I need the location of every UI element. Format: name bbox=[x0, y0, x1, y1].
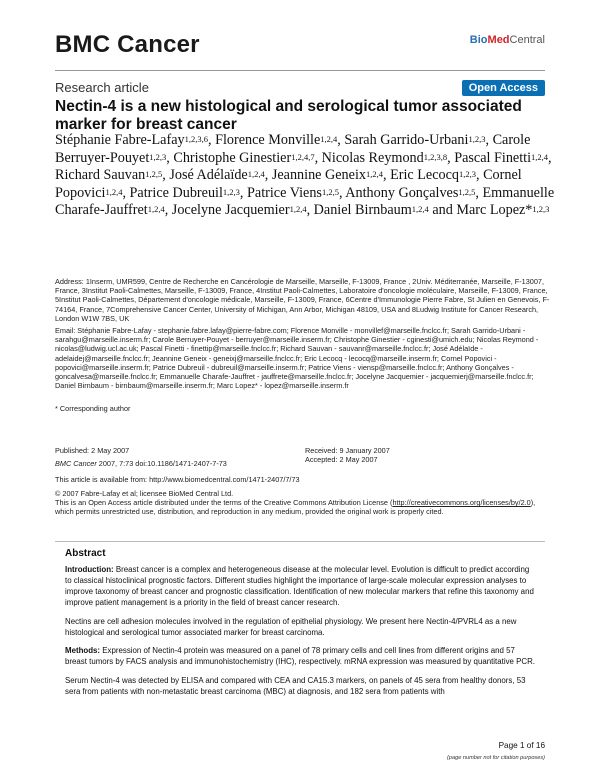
author-name: Nicolas Reymond bbox=[321, 149, 424, 166]
author bbox=[215, 132, 337, 148]
author bbox=[456, 202, 549, 218]
license-link[interactable]: http://creativecommons.org/licenses/by/2.0 bbox=[392, 498, 531, 508]
author-name: Florence Monville bbox=[215, 132, 321, 148]
author-affiliation: 1,2,4 bbox=[365, 169, 383, 179]
author-name: Richard Sauvan bbox=[55, 167, 146, 183]
author-affiliation: 1,2,4 bbox=[105, 186, 123, 197]
published-date: Published: 2 May 2007 bbox=[55, 446, 130, 455]
author-affiliation: 1,2,3 bbox=[149, 151, 167, 162]
author-name: Christophe Ginestier bbox=[173, 149, 292, 166]
author bbox=[322, 150, 447, 166]
author-affiliation: 1,2,4 bbox=[531, 151, 549, 162]
abstract-section bbox=[55, 545, 545, 706]
header-divider bbox=[55, 70, 545, 71]
author-affiliation: 1,2,3,6 bbox=[184, 134, 208, 144]
author bbox=[55, 167, 162, 183]
dates-info bbox=[305, 446, 505, 464]
author-name: Patrice Viens bbox=[247, 184, 322, 201]
author bbox=[345, 185, 475, 201]
article-url: This article is available from: http://www.biomedcentral.com/1471-2407/7/73 bbox=[55, 475, 300, 484]
author bbox=[247, 185, 339, 201]
author bbox=[454, 150, 548, 166]
author-name: Jeannine Geneix bbox=[271, 167, 366, 183]
author-name: Emmanuelle Charafe-Jauffret bbox=[55, 184, 555, 218]
author-emails: Email: Stéphanie Fabre-Lafay - stephanie.fabre.lafay@pierre-fabre.com; Florence Monville - monvillef@marseille.fnclcc.fr; Sarah Garrido-Urbani - sarahgu@marseille.inserm.fr; Carole Berruyer-Pouyet - berruyer@marseille.inserm.fr; Christophe Ginestier - cginesti@umich.edu; Nicolas Reymond - nicolas@ludwig.ucl.ac.uk; Pascal Finetti - finettip@marseille.fnclcc.fr; Richard Sauvan - sauvanr@marseille.fnclcc.fr; José Adélaïde - adelaidej@marseille.fnclcc.fr; Jeannine Geneix - geneixj@marseille.fnclcc.fr; Eric Lecocq - lecocq@marseille.inserm.fr; Cornel Popovici - popovici@marseille.inserm.fr; Patrice Dubreuil - dubreuil@marseille.inserm.fr; Patrice Viens - viensp@marseille.fnclcc.fr; Anthony Gonçalves - goncalvesa@marseille.fnclcc.fr; Emmanuelle Charafe-Jauffret - jauffrete@marseille.fnclcc.fr; Jocelyne Jacquemier - jacquemierj@marseille.fnclcc.fr; Daniel Birnbaum - birnbaum@marseille.inserm.fr; Marc Lopez* - lopez@marseille.inserm.fr bbox=[55, 326, 539, 391]
author-affiliation: 1,2,5 bbox=[145, 169, 163, 179]
author-affiliation: 1,2,5 bbox=[458, 186, 476, 197]
author-affiliation: 1,2,3 bbox=[222, 186, 240, 197]
author bbox=[172, 202, 307, 218]
author-affiliation: 1,2,3 bbox=[532, 204, 550, 214]
author-name: Carole Berruyer-Pouyet bbox=[55, 132, 531, 166]
author-affiliation: 1,2,4 bbox=[320, 134, 338, 144]
author-affiliation: 1,2,3 bbox=[468, 134, 486, 144]
accepted-date: Accepted: 2 May 2007 bbox=[305, 455, 378, 465]
corresponding-note: * Corresponding author bbox=[55, 404, 131, 413]
author-addresses: Address: 1Inserm, UMR599, Centre de Recherche en Cancérologie de Marseille, Marseille, F-13009, France , 2Univ. Méditerranée, Marseille, F-13007, France, 3Institut Paoli-Calmettes, Marseille, F-13009, France, 4Institut Paoli-Calmettes, Laboratoire d'oncologie moléculaire, Marseille, F-13009, France, 5Institut Paoli-Calmettes, Département d'oncologie médicale, Marseille, F-13009, France, 6Centre d'Immunologie Pierre Fabre, St Julien en Genevois, F-74164, France, 7Comprehensive Cancer Center, University of Michigan, Ann Arbor, Michigan 48109, USA and 8Ludwig Institute for Cancer Research, London W1W 7BS, UK bbox=[55, 277, 550, 323]
page-number: Page 1 of 16 bbox=[498, 741, 545, 750]
author-name: Jocelyne Jacquemier bbox=[171, 202, 290, 218]
author bbox=[130, 185, 240, 201]
author-affiliation: 1,2,3 bbox=[459, 169, 476, 179]
author-affiliation: 1,2,4 bbox=[147, 204, 165, 214]
author bbox=[272, 167, 383, 183]
author-affiliation: 1,2,3,8 bbox=[423, 151, 448, 162]
author bbox=[169, 167, 264, 183]
author-affiliation: 1,2,4 bbox=[247, 169, 265, 179]
author-name: Stéphanie Fabre-Lafay bbox=[55, 132, 185, 148]
author-affiliation: 1,2,4 bbox=[289, 204, 307, 214]
author-name: José Adélaïde bbox=[169, 167, 248, 183]
author-name: Daniel Birnbaum bbox=[313, 202, 412, 218]
abstract-introduction: Introduction: Breast cancer is a complex and heterogeneous disease at the molecular level. Evolution is difficult to predict according to classical histoclinical prognostic factors. Different studies highlight the importance of large-scale molecular expression analyses to improve taxonomy of breast cancer and prognostic classification. Identification of new molecular markers that refine this taxonomy and improve patient management is a priority in the field of breast cancer research. bbox=[65, 565, 534, 607]
open-access-badge: Open Access bbox=[462, 80, 545, 96]
author-affiliation: 1,2,4 bbox=[411, 204, 429, 214]
author-name: Eric Lecocq bbox=[390, 167, 459, 183]
license-text: This is an Open Access article distributed under the terms of the Creative Commons Attribution License (http://creativecommons.org/licenses/by/2.0), which permits unrestricted use, distribution, and reproduction in any medium, provided the original work is properly cited. bbox=[55, 498, 536, 517]
abstract-serum: Serum Nectin-4 was detected by ELISA and compared with CEA and CA15.3 markers, on panels of 45 sera from healthy donors, 53 sera from patients with non-metastatic breast carcinoma (MBC) at diagnosis, and 182 sera from patients with bbox=[65, 676, 526, 697]
page-number-note: (page number not for citation purposes) bbox=[447, 755, 545, 761]
author bbox=[314, 202, 429, 218]
license-block bbox=[55, 489, 550, 517]
author bbox=[55, 132, 208, 148]
author bbox=[173, 150, 314, 166]
author-name: Patrice Dubreuil bbox=[129, 184, 223, 201]
author-affiliation: 1,2,5 bbox=[321, 186, 339, 197]
author-list: Stéphanie Fabre-Lafay$^{1,2,3,6}$, Florence Monville$^{1,2,4}$, Sarah Garrido-Urbani$^{1,2,3}$, Carole Berruyer-Pouyet$^{1,2,3}$, Christophe Ginestier$^{1,2,4,7}$, Nicolas Reymond$^{1,2,3,8}$, Pascal Finetti$^{1,2,4}$, Richard Sauvan$^{1,2,5}$, José Adélaïde$^{1,2,4}$, Jeannine Geneix$^{1,2,4}$, Eric Lecocq$^{1,2,3}$, Cornel Popovici$^{1,2,4}$, Patrice Dubreuil$^{1,2,3}$, Patrice Viens$^{1,2,5}$, Anthony Gonçalves$^{1,2,5}$, Emmanuelle Charafe-Jauffret$^{1,2,4}$, Jocelyne Jacquemier$^{1,2,4}$, Daniel Birnbaum$^{1,2,4}$ and Marc Lopez*$^{1,2,3}$ bbox=[55, 132, 555, 218]
author-name: Marc Lopez* bbox=[456, 202, 533, 218]
journal-title: BMC Cancer bbox=[55, 31, 200, 58]
publisher-logo: BioMedCentral bbox=[469, 34, 545, 46]
author bbox=[344, 132, 485, 148]
author-name: Anthony Gonçalves bbox=[345, 184, 459, 201]
citation: BMC Cancer 2007, 7:73 doi:10.1186/1471-2407-7-73 bbox=[55, 459, 227, 469]
author-affiliation: 1,2,4,7 bbox=[291, 151, 315, 162]
abstract-nectins: Nectins are cell adhesion molecules involved in the regulation of epithelial physiology. We present here Nectin-4/PVRL4 as a new histological and serological tumor associated marker for breast carcinoma. bbox=[65, 616, 517, 637]
section-label: Research article bbox=[55, 80, 149, 95]
author-name: Sarah Garrido-Urbani bbox=[344, 132, 469, 148]
received-date: Received: 9 January 2007 bbox=[305, 446, 390, 455]
author-name: Pascal Finetti bbox=[454, 149, 532, 166]
author-name: Cornel Popovici bbox=[55, 167, 522, 201]
abstract-heading: Abstract bbox=[65, 548, 106, 559]
copyright-line: © 2007 Fabre-Lafay et al; licensee BioMed Central Ltd. bbox=[55, 489, 234, 498]
publication-info bbox=[55, 446, 305, 468]
abstract-methods: Methods: Expression of Nectin-4 protein was measured on a panel of 78 primary cells and cell lines from different origins and 57 breast tumors by FACS analysis and immunohistochemistry (IHC), respectively. mRNA expression was measured by quantitative PCR. bbox=[65, 646, 535, 667]
author bbox=[390, 167, 476, 183]
abstract-divider bbox=[55, 541, 545, 542]
article-title: Nectin-4 is a new histological and serological tumor associated marker for breast cancer bbox=[55, 98, 522, 133]
